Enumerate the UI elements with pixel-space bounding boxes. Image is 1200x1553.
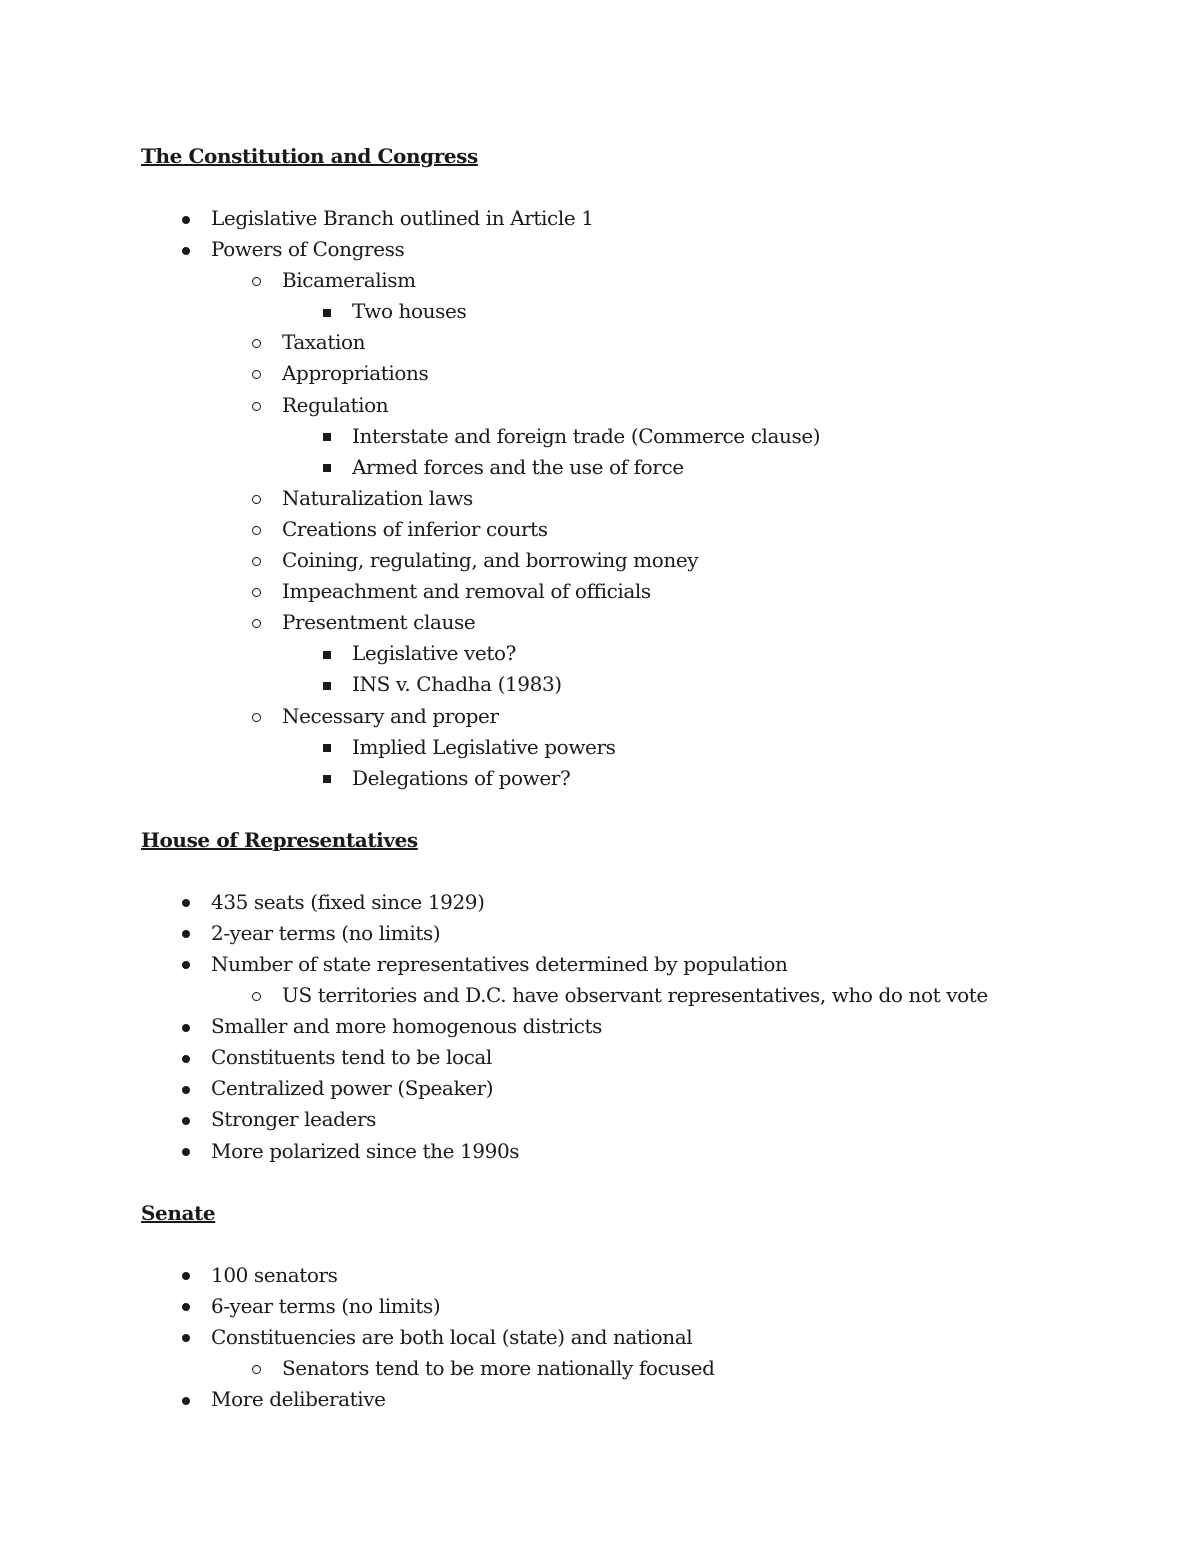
list-item: Impeachment and removal of officials [141,576,1061,607]
filled-circle-bullet-icon [176,1384,196,1415]
list-item: Two houses [141,296,1061,327]
list-item: Smaller and more homogenous districts [141,1011,1061,1042]
filled-circle-bullet-icon [176,1136,196,1167]
list-item: Delegations of power? [141,763,1061,794]
list-item: Armed forces and the use of force [141,452,1061,483]
list-item: Number of state representatives determined by population [141,949,1061,980]
list-item: Powers of Congress [141,234,1061,265]
list-item: Constituents tend to be local [141,1042,1061,1073]
hollow-circle-bullet-icon [246,701,266,732]
section-heading: House of Representatives [141,827,418,852]
list-item: Appropriations [141,358,1061,389]
filled-circle-bullet-icon [176,1104,196,1135]
square-bullet-icon [317,296,337,327]
list-item: Stronger leaders [141,1104,1061,1135]
list-item: 2-year terms (no limits) [141,918,1061,949]
list-item: Implied Legislative powers [141,732,1061,763]
list-item: 6-year terms (no limits) [141,1291,1061,1322]
square-bullet-icon [317,421,337,452]
hollow-circle-bullet-icon [246,265,266,296]
hollow-circle-bullet-icon [246,545,266,576]
section-constitution [141,141,1061,794]
list-item: US territories and D.C. have observant representatives, who do not vote [141,980,1061,1011]
filled-circle-bullet-icon [176,887,196,918]
document-page [141,141,1061,1446]
filled-circle-bullet-icon [176,203,196,234]
square-bullet-icon [317,669,337,700]
square-bullet-icon [317,452,337,483]
square-bullet-icon [317,638,337,669]
hollow-circle-bullet-icon [246,1353,266,1384]
filled-circle-bullet-icon [176,1073,196,1104]
section-house [141,825,1061,1167]
hollow-circle-bullet-icon [246,607,266,638]
list-item: 100 senators [141,1260,1061,1291]
square-bullet-icon [317,763,337,794]
list-item: Taxation [141,327,1061,358]
hollow-circle-bullet-icon [246,358,266,389]
list-item: More deliberative [141,1384,1061,1415]
list-item: Constituencies are both local (state) and national [141,1322,1061,1353]
filled-circle-bullet-icon [176,1291,196,1322]
filled-circle-bullet-icon [176,949,196,980]
bullet-list [141,887,1061,1167]
list-item: Naturalization laws [141,483,1061,514]
list-item: Legislative Branch outlined in Article 1 [141,203,1061,234]
hollow-circle-bullet-icon [246,980,266,1011]
list-item: Legislative veto? [141,638,1061,669]
list-item: Regulation [141,390,1061,421]
section-senate [141,1198,1061,1415]
bullet-list [141,203,1061,794]
section-heading: Senate [141,1200,216,1225]
hollow-circle-bullet-icon [246,514,266,545]
list-item: Creations of inferior courts [141,514,1061,545]
list-item: Bicameralism [141,265,1061,296]
filled-circle-bullet-icon [176,1260,196,1291]
list-item: Coining, regulating, and borrowing money [141,545,1061,576]
square-bullet-icon [317,732,337,763]
filled-circle-bullet-icon [176,1011,196,1042]
list-item: Necessary and proper [141,701,1061,732]
list-item: INS v. Chadha (1983) [141,669,1061,700]
hollow-circle-bullet-icon [246,576,266,607]
section-heading: The Constitution and Congress [141,144,478,168]
list-item: Senators tend to be more nationally focused [141,1353,1061,1384]
hollow-circle-bullet-icon [246,390,266,421]
bullet-list [141,1260,1061,1415]
hollow-circle-bullet-icon [246,327,266,358]
list-item: Centralized power (Speaker) [141,1073,1061,1104]
filled-circle-bullet-icon [176,234,196,265]
filled-circle-bullet-icon [176,1042,196,1073]
list-item: Presentment clause [141,607,1061,638]
hollow-circle-bullet-icon [246,483,266,514]
list-item: 435 seats (fixed since 1929) [141,887,1061,918]
filled-circle-bullet-icon [176,1322,196,1353]
list-item: Interstate and foreign trade (Commerce clause) [141,421,1061,452]
list-item: More polarized since the 1990s [141,1136,1061,1167]
filled-circle-bullet-icon [176,918,196,949]
